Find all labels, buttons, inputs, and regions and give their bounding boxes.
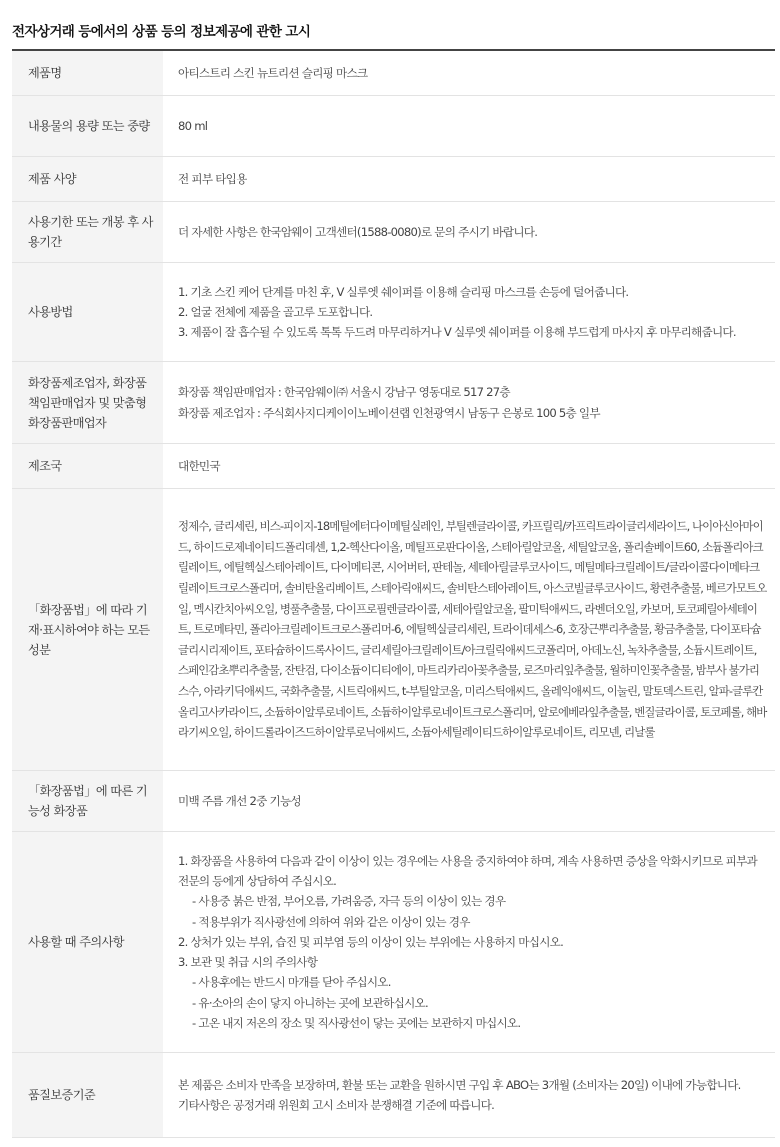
table-row-product-name [12,51,775,96]
row-value: 80 ml [178,118,208,133]
notice-title: 전자상거래 등에서의 상품 등의 정보제공에 관한 고시 [12,24,311,40]
table-row-manufacturer [12,362,775,444]
row-label: 화장품제조업자, 화장품책임판매업자 및 맞춤형화장품판매업자 [12,362,163,443]
row-value: 미백 주름 개선 2중 기능성 [178,793,301,808]
table-row-expiry [12,202,775,263]
row-value: 정제수, 글리세린, 비스-피이지-18메틸에터다이메틸실레인, 부틸렌글라이콜, 카프릴릭/카프릭트라이글리세라이드, 나이아신아마이드, 하이드로제네이티드폴리데센, 1,2-헥산다이올, 메틸프로판다이올, 스테아릴알코올, 세틸알코올, 폴리솔베이트60, 소듐폴리아크릴레이트, 에틸헥실스테아레이트, 다이메티콘, 시어버터, 판테놀, 세테아릴글루코사이드, 메틸메타크릴레이트/글라이콜다이메타크릴레이트크로스폴리머, 솔비탄올리베이트, 스테아릭애씨드, 솔비탄스테아레이트, 아스코빌글루코사이드, 황련추출물, 베르가모트오일, 멕시칸치아씨오일, 병풀추출물, 다이프로필렌글라이콜, 세테아릴알코올, 팔미틱애씨드, 라벤더오일, 카보머, 토코페릴아세테이트, 트로메타민, 폴리아크릴레이트크로스폴리머-6, 에틸헥실글리세린, 트라이데세스-6, 호장근뿌리추출물, 황금추출물, 다이포타슘글리시리제이트, 포타슘하이드록사이드, 글리세릴아크릴레이트/아크릴릭애씨드코폴리머, 아데노신, 녹차추출물, 소듐시트레이트, 스페인감초뿌리추출물, 잔탄검, 다이소듐이디티에이, 마트리카리아꽃추출물, 로즈마리잎추출물, 월하미인꽃추출물, 밤부사 불가리스수, 아라키딕애씨드, 국화추출물, 시트릭애씨드, t-부틸알코올, 미리스틱애씨드, 올레익애씨드, 이눌린, 말토덱스트린, 알파-글루칸올리고사카라이드, 소듐하이알루로네이트, 소듐하이알루로네이트크로스폴리머, 알로에베라잎추출물, 벤질글라이콜, 토코페롤, 해바라기씨오일, 하이드롤라이즈드하이알루로닉애씨드, 소듐아세틸레이티드하이알루로네이트, 리모넨, 리날룰 [178,519,767,740]
table-row-ingredients [12,489,775,771]
row-label: 제품명 [12,51,163,95]
row-value: 1. 기초 스킨 케어 단계를 마친 후, V 실루엣 쉐이퍼를 이용해 슬리핑 마스크를 손등에 덜어줍니다. 2. 얼굴 전체에 제품을 골고루 도포합니다. 3. 제품이 잘 흡수될 수 있도록 톡톡 두드려 마무리하거나 V 실루엣 쉐이퍼를 이용해 부드럽게 마사지 후 마무리해줍니다. [178,284,736,340]
row-label: 제품 사양 [12,157,163,201]
row-value: 아티스트리 스킨 뉴트리션 슬리핑 마스크 [178,65,368,80]
row-value: 더 자세한 사항은 한국암웨이 고객센터(1588-0080)로 문의 주시기 바랍니다. [178,224,538,239]
row-label: 품질보증기준 [12,1053,163,1137]
table-row-country [12,444,775,489]
row-value: 본 제품은 소비자 만족을 보장하며, 환불 또는 교환을 원하시면 구입 후 ABO는 3개월 (소비자는 20일) 이내에 가능합니다. 기타사항은 공정거래 위원회 고시 소비자 분쟁해결 기준에 따릅니다. [178,1077,741,1112]
row-label: 제조국 [12,444,163,488]
row-value: 대한민국 [178,458,220,473]
info-table [12,49,775,1138]
table-row-usage [12,263,775,362]
row-value: 1. 화장품을 사용하여 다음과 같이 이상이 있는 경우에는 사용을 중지하여야 하며, 계속 사용하면 증상을 악화시키므로 피부과 전문의 등에게 상담하여 주십시오. - 사용중 붉은 반점, 부어오름, 가려움증, 자극 등의 이상이 있는 경우 - 적용부위가 직사광선에 의하여 위와 같은 이상이 있는 경우 2. 상처가 있는 부위, 습진 및 피부염 등의 이상이 있는 부위에는 사용하지 마십시오. 3. 보관 및 취급 시의 주의사항 - 사용후에는 반드시 마개를 닫아 주십시오. - 유·소아의 손이 닿지 아니하는 곳에 보관하십시오. - 고온 내지 저온의 장소 및 직사광선이 닿는 곳에는 보관하지 마십시오. [178,853,758,1031]
table-row-spec [12,157,775,202]
row-label: 사용기한 또는 개봉 후 사용기간 [12,202,163,262]
table-row-functional [12,771,775,832]
row-label: 「화장품법」에 따른 기능성 화장품 [12,771,163,831]
table-row-precautions [12,832,775,1053]
row-label: 사용할 때 주의사항 [12,832,163,1052]
row-value: 전 피부 타입용 [178,171,247,186]
row-value: 화장품 책임판매업자 : 한국암웨이㈜ 서울시 강남구 영동대로 517 27층 화장품 제조업자 : 주식회사지디케이이노베이션랩 인천광역시 남동구 은봉로 100 5층 일부 [178,385,600,420]
row-label: 내용물의 용량 또는 중량 [12,96,163,156]
table-row-volume [12,96,775,157]
table-row-quality [12,1053,775,1138]
row-label: 「화장품법」에 따라 기재·표시하여야 하는 모든 성분 [12,489,163,770]
row-label: 사용방법 [12,263,163,361]
